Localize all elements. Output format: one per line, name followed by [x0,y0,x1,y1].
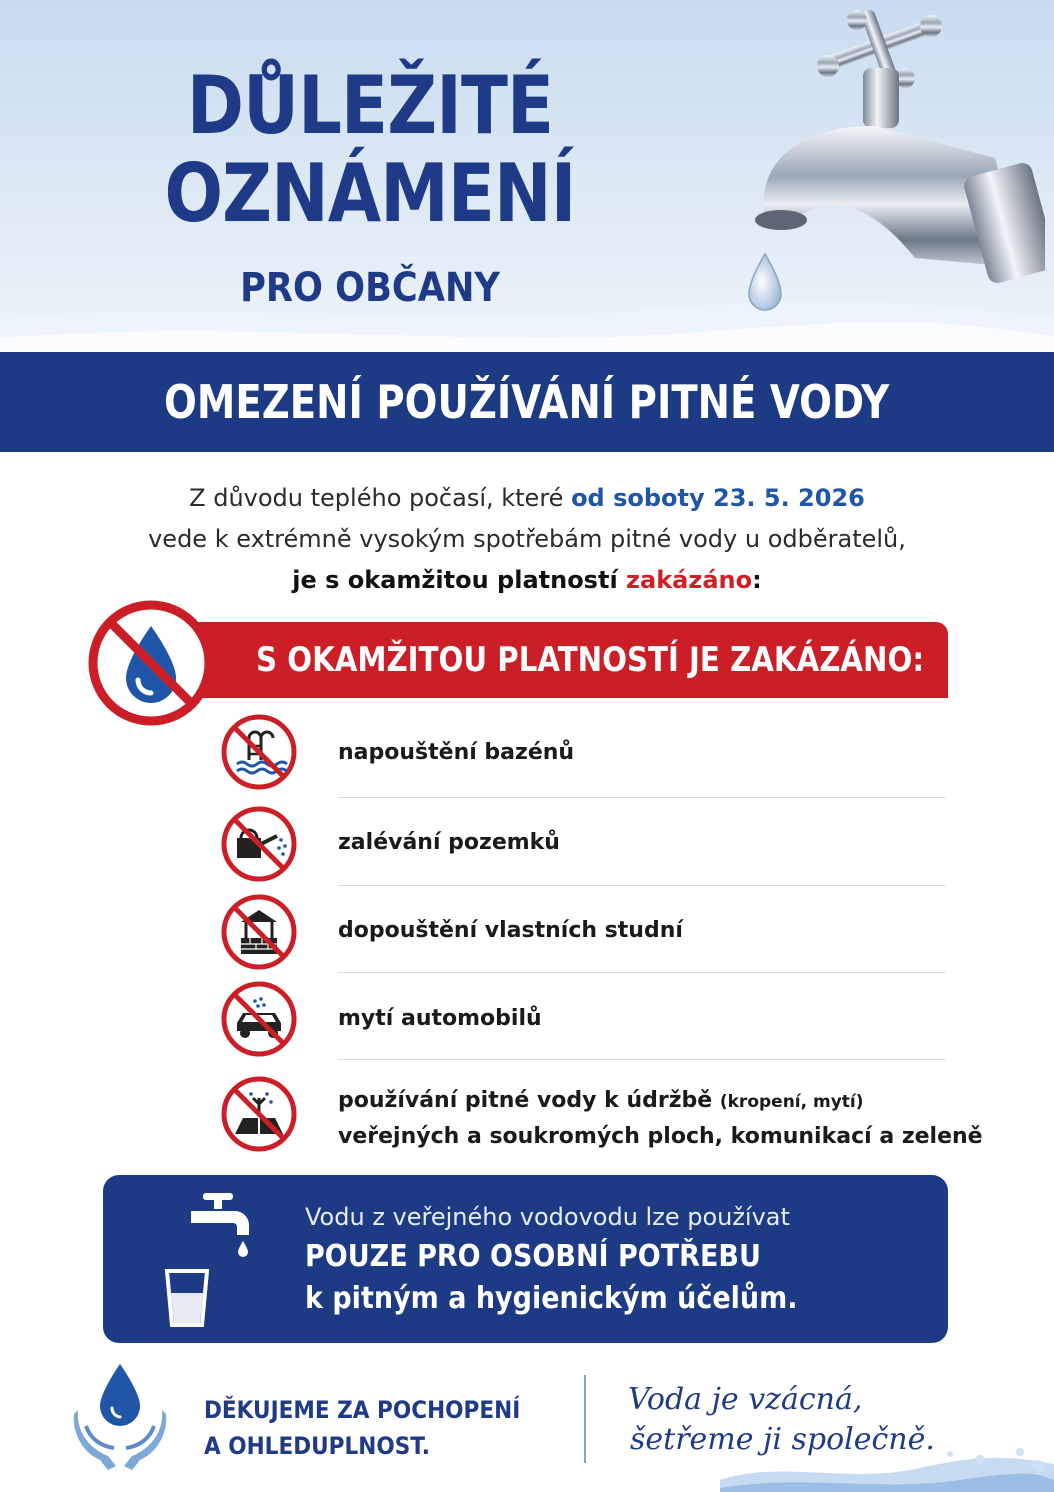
divider [338,797,946,798]
forbidden-highlight: zakázáno [626,566,753,594]
prohibited-item-5-line2: veřejných a soukromých ploch, komunikací a zeleně [338,1124,983,1149]
prohibited-item-1: napouštění bazénů [338,740,575,765]
faucet-illustration [725,8,1045,338]
info-line1: Vodu z veřejného vodovodu lze používat [305,1203,790,1231]
divider [338,885,946,886]
thanks-line2: A OHLEDUPLNOST. [204,1432,430,1460]
prohibited-item-2: zalévání pozemků [338,830,560,855]
no-car-wash-icon [219,979,299,1059]
footer-divider [584,1375,586,1463]
no-pool-icon [219,712,299,792]
prohibited-item-5 [338,1088,864,1113]
glass-icon [161,1267,213,1329]
thanks-text [204,1392,520,1464]
title-banner [0,352,1054,452]
intro-paragraph [60,478,994,601]
slogan-line2: šetřeme ji společně. [630,1422,935,1457]
tap-icon [185,1185,265,1265]
thanks-line1: DĚKUJEME ZA POCHOPENÍ [204,1396,521,1424]
prohibited-heading-bar [190,622,948,698]
intro-colon: : [752,566,762,594]
divider [338,972,946,973]
title-line1: DŮLEŽITÉ [186,59,554,152]
banner-text: OMEZENÍ POUŽÍVÁNÍ PITNÉ VODY [164,375,890,429]
title-line2: OZNÁMENÍ [164,147,576,240]
intro-text: Z důvodu teplého počasí, které [189,484,572,512]
header [0,0,1054,352]
intro-bold-text: je s okamžitou platností [292,566,627,594]
prohibited-heading: S OKAMŽITOU PLATNOSTÍ JE ZAKÁZÁNO: [256,640,925,680]
slogan-line1: Voda je vzácná, [628,1382,863,1417]
no-surface-sprinkling-icon [219,1074,299,1154]
hands-water-drop-icon [72,1360,168,1472]
prohibited-item-5-label: používání pitné vody k údržbě [338,1088,720,1113]
intro-line2: vede k extrémně vysokým spotřebám pitné vody u odběratelů, [148,525,906,553]
subtitle: PRO OBČANY [240,265,500,311]
date-highlight: od soboty 23. 5. 2026 [571,484,865,512]
no-watering-can-icon [219,804,299,884]
no-well-icon [219,892,299,972]
prohibited-item-5-note: (kropení, mytí) [719,1092,864,1112]
info-box [103,1175,948,1343]
divider [338,1059,946,1060]
prohibited-item-4: mytí automobilů [338,1006,542,1031]
info-line3: k pitným a hygienickým účelům. [305,1281,798,1316]
intro-line1 [60,478,994,519]
water-splash-decoration [720,1440,1054,1492]
info-line2: POUZE PRO OSOBNÍ POTŘEBU [305,1239,761,1274]
intro-line3 [60,560,994,601]
no-water-drop-icon [86,598,216,728]
prohibited-item-3: dopouštění vlastních studní [338,918,683,943]
